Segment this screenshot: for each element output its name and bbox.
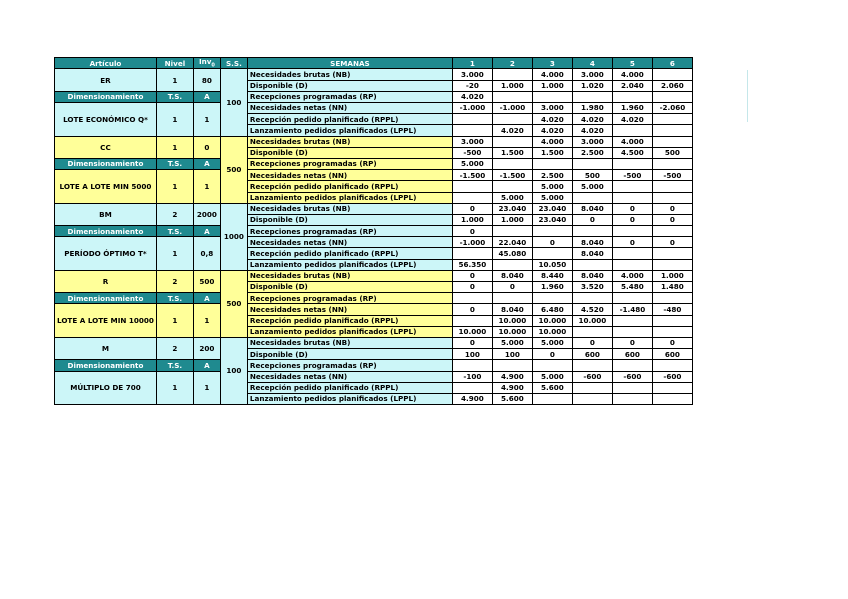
a-label: A <box>193 360 220 371</box>
week-value: 8.040 <box>492 270 532 281</box>
week-value: 1.000 <box>492 80 532 91</box>
week-value: -480 <box>652 304 692 315</box>
week-value: 1.960 <box>612 103 652 114</box>
week-value: -500 <box>612 170 652 181</box>
ts-label: T.S. <box>156 91 193 102</box>
week-value <box>652 69 692 80</box>
week-value <box>532 393 572 404</box>
week-value <box>652 181 692 192</box>
week-value <box>612 181 652 192</box>
week-value: 4.020 <box>612 114 652 125</box>
week-value: 45.080 <box>492 248 532 259</box>
week-value <box>612 248 652 259</box>
concept-label: Recepción pedido planificado (RPPL) <box>247 382 452 393</box>
week-value <box>452 382 492 393</box>
a-label: A <box>193 293 220 304</box>
week-value: 100 <box>452 349 492 360</box>
week-value: 4.020 <box>572 125 612 136</box>
week-value: 4.020 <box>532 114 572 125</box>
a-label: A <box>193 91 220 102</box>
week-value: 5.000 <box>572 181 612 192</box>
week-value: 3.000 <box>572 69 612 80</box>
week-value: 500 <box>652 147 692 158</box>
week-value <box>532 91 572 102</box>
week-value: 600 <box>612 349 652 360</box>
article-name: R <box>55 270 157 292</box>
week-value: 3.520 <box>572 282 612 293</box>
article-name: ER <box>55 69 157 91</box>
week-value <box>612 293 652 304</box>
col-header-week: 4 <box>572 58 612 69</box>
week-value <box>452 181 492 192</box>
week-value <box>572 393 612 404</box>
article-ss: 500 <box>220 270 247 337</box>
divider-line <box>747 70 748 122</box>
table-row <box>55 293 693 304</box>
week-value <box>452 315 492 326</box>
week-value <box>612 393 652 404</box>
week-value <box>652 360 692 371</box>
table-row <box>55 270 693 281</box>
week-value: 4.500 <box>612 147 652 158</box>
week-value: 4.020 <box>452 91 492 102</box>
lot-policy: LOTE ECONÓMICO Q* <box>55 103 157 137</box>
table-row <box>55 371 693 382</box>
week-value <box>532 248 572 259</box>
week-value <box>532 158 572 169</box>
dimensionamiento-label: Dimensionamiento <box>55 360 157 371</box>
week-value: 600 <box>572 349 612 360</box>
week-value: 5.600 <box>532 382 572 393</box>
week-value: 5.600 <box>492 393 532 404</box>
concept-label: Lanzamiento pedidos planificados (LPPL) <box>247 125 452 136</box>
table-row <box>55 237 693 248</box>
col-header-week: 2 <box>492 58 532 69</box>
week-value <box>652 226 692 237</box>
week-value: 10.000 <box>452 326 492 337</box>
week-value: -100 <box>452 371 492 382</box>
concept-label: Disponible (D) <box>247 80 452 91</box>
week-value <box>652 393 692 404</box>
concept-label: Necesidades brutas (NB) <box>247 270 452 281</box>
week-value <box>492 158 532 169</box>
article-nivel: 1 <box>156 69 193 91</box>
concept-label: Lanzamiento pedidos planificados (LPPL) <box>247 259 452 270</box>
table-row <box>55 226 693 237</box>
inv-label: Inv <box>198 57 212 66</box>
concept-label: Lanzamiento pedidos planificados (LPPL) <box>247 393 452 404</box>
concept-label: Recepción pedido planificado (RPPL) <box>247 181 452 192</box>
ts-label: T.S. <box>156 158 193 169</box>
lot-policy: LOTE A LOTE MIN 5000 <box>55 170 157 204</box>
week-value <box>652 91 692 102</box>
col-header-week: 5 <box>612 58 652 69</box>
week-value: 4.000 <box>532 136 572 147</box>
week-value: 8.040 <box>572 270 612 281</box>
table-row <box>55 69 693 80</box>
table-body <box>55 69 693 405</box>
week-value: 3.000 <box>452 69 492 80</box>
article-inv: 2000 <box>193 203 220 225</box>
article-inv: 500 <box>193 270 220 292</box>
week-value <box>652 326 692 337</box>
week-value <box>572 192 612 203</box>
week-value: 4.000 <box>612 270 652 281</box>
week-value: 0 <box>452 226 492 237</box>
week-value: 8.040 <box>572 248 612 259</box>
table-row <box>55 203 693 214</box>
week-value <box>612 360 652 371</box>
article-inv: 200 <box>193 337 220 359</box>
week-value: 5.000 <box>492 192 532 203</box>
week-value: 4.900 <box>492 382 532 393</box>
week-value: -1.500 <box>452 170 492 181</box>
week-value: 1.000 <box>652 270 692 281</box>
week-value <box>492 91 532 102</box>
week-value: 4.000 <box>532 69 572 80</box>
week-value <box>652 382 692 393</box>
col-header-semanas: SEMANAS <box>247 58 452 69</box>
week-value: -600 <box>652 371 692 382</box>
week-value: -20 <box>452 80 492 91</box>
week-value: 10.000 <box>572 315 612 326</box>
week-value: 8.040 <box>572 237 612 248</box>
week-value: 4.000 <box>612 69 652 80</box>
week-value: -1.500 <box>492 170 532 181</box>
week-value: 100 <box>492 349 532 360</box>
week-value <box>492 181 532 192</box>
week-value: 1.500 <box>492 147 532 158</box>
table-row <box>55 337 693 348</box>
week-value: 0 <box>452 270 492 281</box>
concept-label: Lanzamiento pedidos planificados (LPPL) <box>247 192 452 203</box>
article-ss: 500 <box>220 136 247 203</box>
concept-label: Disponible (D) <box>247 349 452 360</box>
week-value: 5.000 <box>532 192 572 203</box>
col-header-week: 1 <box>452 58 492 69</box>
lot-ts: 1 <box>156 371 193 405</box>
week-value <box>572 326 612 337</box>
week-value: -1.480 <box>612 304 652 315</box>
week-value: 0 <box>452 304 492 315</box>
week-value: 56.350 <box>452 259 492 270</box>
week-value <box>652 114 692 125</box>
week-value <box>492 360 532 371</box>
concept-label: Necesidades netas (NN) <box>247 170 452 181</box>
week-value: 5.000 <box>492 337 532 348</box>
article-name: CC <box>55 136 157 158</box>
a-label: A <box>193 226 220 237</box>
week-value: 0 <box>652 203 692 214</box>
article-ss: 100 <box>220 69 247 136</box>
dimensionamiento-label: Dimensionamiento <box>55 293 157 304</box>
lot-ts: 1 <box>156 170 193 204</box>
week-value: 0 <box>452 337 492 348</box>
week-value: 0 <box>652 337 692 348</box>
concept-label: Recepciones programadas (RP) <box>247 226 452 237</box>
week-value <box>612 158 652 169</box>
concept-label: Necesidades brutas (NB) <box>247 136 452 147</box>
week-value: 23.040 <box>532 214 572 225</box>
week-value: 1.980 <box>572 103 612 114</box>
week-value: 0 <box>652 237 692 248</box>
week-value: 0 <box>612 337 652 348</box>
week-value: 5.000 <box>532 181 572 192</box>
dimensionamiento-label: Dimensionamiento <box>55 226 157 237</box>
week-value: 1.000 <box>452 214 492 225</box>
week-value: 4.900 <box>492 371 532 382</box>
week-value: -500 <box>452 147 492 158</box>
week-value <box>652 136 692 147</box>
article-nivel: 2 <box>156 203 193 225</box>
header-row <box>55 58 693 69</box>
week-value: 8.040 <box>492 304 532 315</box>
week-value <box>572 226 612 237</box>
week-value <box>612 192 652 203</box>
week-value: 0 <box>612 214 652 225</box>
dimensionamiento-label: Dimensionamiento <box>55 158 157 169</box>
week-value <box>612 315 652 326</box>
week-value <box>492 114 532 125</box>
week-value <box>652 158 692 169</box>
week-value: -1.000 <box>452 103 492 114</box>
week-value <box>492 69 532 80</box>
ts-label: T.S. <box>156 226 193 237</box>
week-value: 4.520 <box>572 304 612 315</box>
lot-a: 0,8 <box>193 237 220 271</box>
concept-label: Necesidades netas (NN) <box>247 103 452 114</box>
week-value: 0 <box>572 214 612 225</box>
lot-ts: 1 <box>156 237 193 271</box>
week-value <box>452 125 492 136</box>
week-value <box>612 259 652 270</box>
article-name: BM <box>55 203 157 225</box>
week-value: 4.020 <box>572 114 612 125</box>
lot-ts: 1 <box>156 103 193 137</box>
week-value <box>652 248 692 259</box>
week-value: -1.000 <box>492 103 532 114</box>
week-value: 22.040 <box>492 237 532 248</box>
table-row <box>55 170 693 181</box>
week-value <box>572 293 612 304</box>
week-value: 1.020 <box>572 80 612 91</box>
week-value <box>652 192 692 203</box>
week-value <box>652 259 692 270</box>
week-value: 0 <box>572 337 612 348</box>
table-row <box>55 304 693 315</box>
col-header-inv <box>193 58 220 69</box>
week-value: 1.000 <box>492 214 532 225</box>
week-value: 0 <box>612 203 652 214</box>
concept-label: Necesidades brutas (NB) <box>247 203 452 214</box>
week-value: 23.040 <box>492 203 532 214</box>
week-value: 5.000 <box>452 158 492 169</box>
week-value <box>532 226 572 237</box>
week-value <box>572 91 612 102</box>
week-value: 4.020 <box>492 125 532 136</box>
col-header-week: 6 <box>652 58 692 69</box>
week-value: 2.040 <box>612 80 652 91</box>
week-value <box>612 125 652 136</box>
table-row <box>55 103 693 114</box>
concept-label: Necesidades netas (NN) <box>247 237 452 248</box>
concept-label: Recepción pedido planificado (RPPL) <box>247 315 452 326</box>
week-value: 0 <box>612 237 652 248</box>
week-value <box>612 382 652 393</box>
week-value: 0 <box>532 237 572 248</box>
inv-subscript: 0 <box>211 62 215 69</box>
lot-policy: LOTE A LOTE MIN 10000 <box>55 304 157 338</box>
week-value: 3.000 <box>572 136 612 147</box>
week-value: 500 <box>572 170 612 181</box>
a-label: A <box>193 158 220 169</box>
week-value <box>452 192 492 203</box>
week-value: 4.020 <box>532 125 572 136</box>
lot-ts: 1 <box>156 304 193 338</box>
article-name: M <box>55 337 157 359</box>
ts-label: T.S. <box>156 293 193 304</box>
concept-label: Recepciones programadas (RP) <box>247 158 452 169</box>
week-value: 0 <box>492 282 532 293</box>
week-value <box>532 360 572 371</box>
lot-a: 1 <box>193 371 220 405</box>
week-value: 2.500 <box>532 170 572 181</box>
week-value: 10.050 <box>532 259 572 270</box>
concept-label: Recepciones programadas (RP) <box>247 360 452 371</box>
article-ss: 100 <box>220 337 247 404</box>
week-value <box>492 136 532 147</box>
week-value: 2.500 <box>572 147 612 158</box>
week-value <box>452 293 492 304</box>
week-value: -500 <box>652 170 692 181</box>
lot-policy: MÚLTIPLO DE 700 <box>55 371 157 405</box>
week-value: 5.480 <box>612 282 652 293</box>
week-value <box>452 114 492 125</box>
table-row <box>55 91 693 102</box>
week-value: -1.000 <box>452 237 492 248</box>
week-value: 3.000 <box>532 103 572 114</box>
week-value: 6.480 <box>532 304 572 315</box>
concept-label: Necesidades brutas (NB) <box>247 69 452 80</box>
week-value <box>492 226 532 237</box>
week-value: 0 <box>452 282 492 293</box>
article-nivel: 2 <box>156 337 193 359</box>
week-value: 1.480 <box>652 282 692 293</box>
dimensionamiento-label: Dimensionamiento <box>55 91 157 102</box>
lot-a: 1 <box>193 170 220 204</box>
week-value: 1.960 <box>532 282 572 293</box>
week-value <box>492 259 532 270</box>
week-value <box>452 360 492 371</box>
week-value <box>652 293 692 304</box>
week-value <box>652 125 692 136</box>
week-value: 2.060 <box>652 80 692 91</box>
week-value: 0 <box>652 214 692 225</box>
week-value <box>572 360 612 371</box>
concept-label: Recepciones programadas (RP) <box>247 293 452 304</box>
week-value: 0 <box>452 203 492 214</box>
week-value <box>572 382 612 393</box>
concept-label: Necesidades netas (NN) <box>247 371 452 382</box>
col-header-ss: S.S. <box>220 58 247 69</box>
article-nivel: 2 <box>156 270 193 292</box>
table-row <box>55 158 693 169</box>
concept-label: Lanzamiento pedidos planificados (LPPL) <box>247 326 452 337</box>
mrp-table <box>54 57 693 405</box>
concept-label: Disponible (D) <box>247 282 452 293</box>
week-value: -600 <box>572 371 612 382</box>
week-value <box>612 91 652 102</box>
week-value: -2.060 <box>652 103 692 114</box>
concept-label: Recepción pedido planificado (RPPL) <box>247 114 452 125</box>
concept-label: Disponible (D) <box>247 214 452 225</box>
week-value <box>572 158 612 169</box>
week-value <box>452 248 492 259</box>
concept-label: Necesidades brutas (NB) <box>247 337 452 348</box>
article-nivel: 1 <box>156 136 193 158</box>
week-value: 600 <box>652 349 692 360</box>
table-row <box>55 136 693 147</box>
table-row <box>55 360 693 371</box>
week-value <box>572 259 612 270</box>
week-value: 10.000 <box>532 326 572 337</box>
week-value: 4.900 <box>452 393 492 404</box>
article-inv: 80 <box>193 69 220 91</box>
week-value <box>492 293 532 304</box>
week-value: 8.440 <box>532 270 572 281</box>
lot-a: 1 <box>193 304 220 338</box>
week-value: 8.040 <box>572 203 612 214</box>
week-value: 5.000 <box>532 337 572 348</box>
lot-policy: PERÍODO ÓPTIMO T* <box>55 237 157 271</box>
col-header-articulo: Artículo <box>55 58 157 69</box>
week-value: 1.000 <box>532 80 572 91</box>
lot-a: 1 <box>193 103 220 137</box>
concept-label: Recepción pedido planificado (RPPL) <box>247 248 452 259</box>
week-value: 0 <box>532 349 572 360</box>
week-value: 10.000 <box>492 315 532 326</box>
week-value: 23.040 <box>532 203 572 214</box>
concept-label: Disponible (D) <box>247 147 452 158</box>
concept-label: Necesidades netas (NN) <box>247 304 452 315</box>
week-value: 5.000 <box>532 371 572 382</box>
ts-label: T.S. <box>156 360 193 371</box>
article-ss: 1000 <box>220 203 247 270</box>
article-inv: 0 <box>193 136 220 158</box>
col-header-nivel: Nivel <box>156 58 193 69</box>
week-value <box>612 226 652 237</box>
week-value: 10.000 <box>532 315 572 326</box>
concept-label: Recepciones programadas (RP) <box>247 91 452 102</box>
week-value <box>532 293 572 304</box>
week-value <box>612 326 652 337</box>
week-value <box>652 315 692 326</box>
week-value: 10.000 <box>492 326 532 337</box>
week-value: -600 <box>612 371 652 382</box>
col-header-week: 3 <box>532 58 572 69</box>
week-value: 3.000 <box>452 136 492 147</box>
week-value: 4.000 <box>612 136 652 147</box>
week-value: 1.500 <box>532 147 572 158</box>
